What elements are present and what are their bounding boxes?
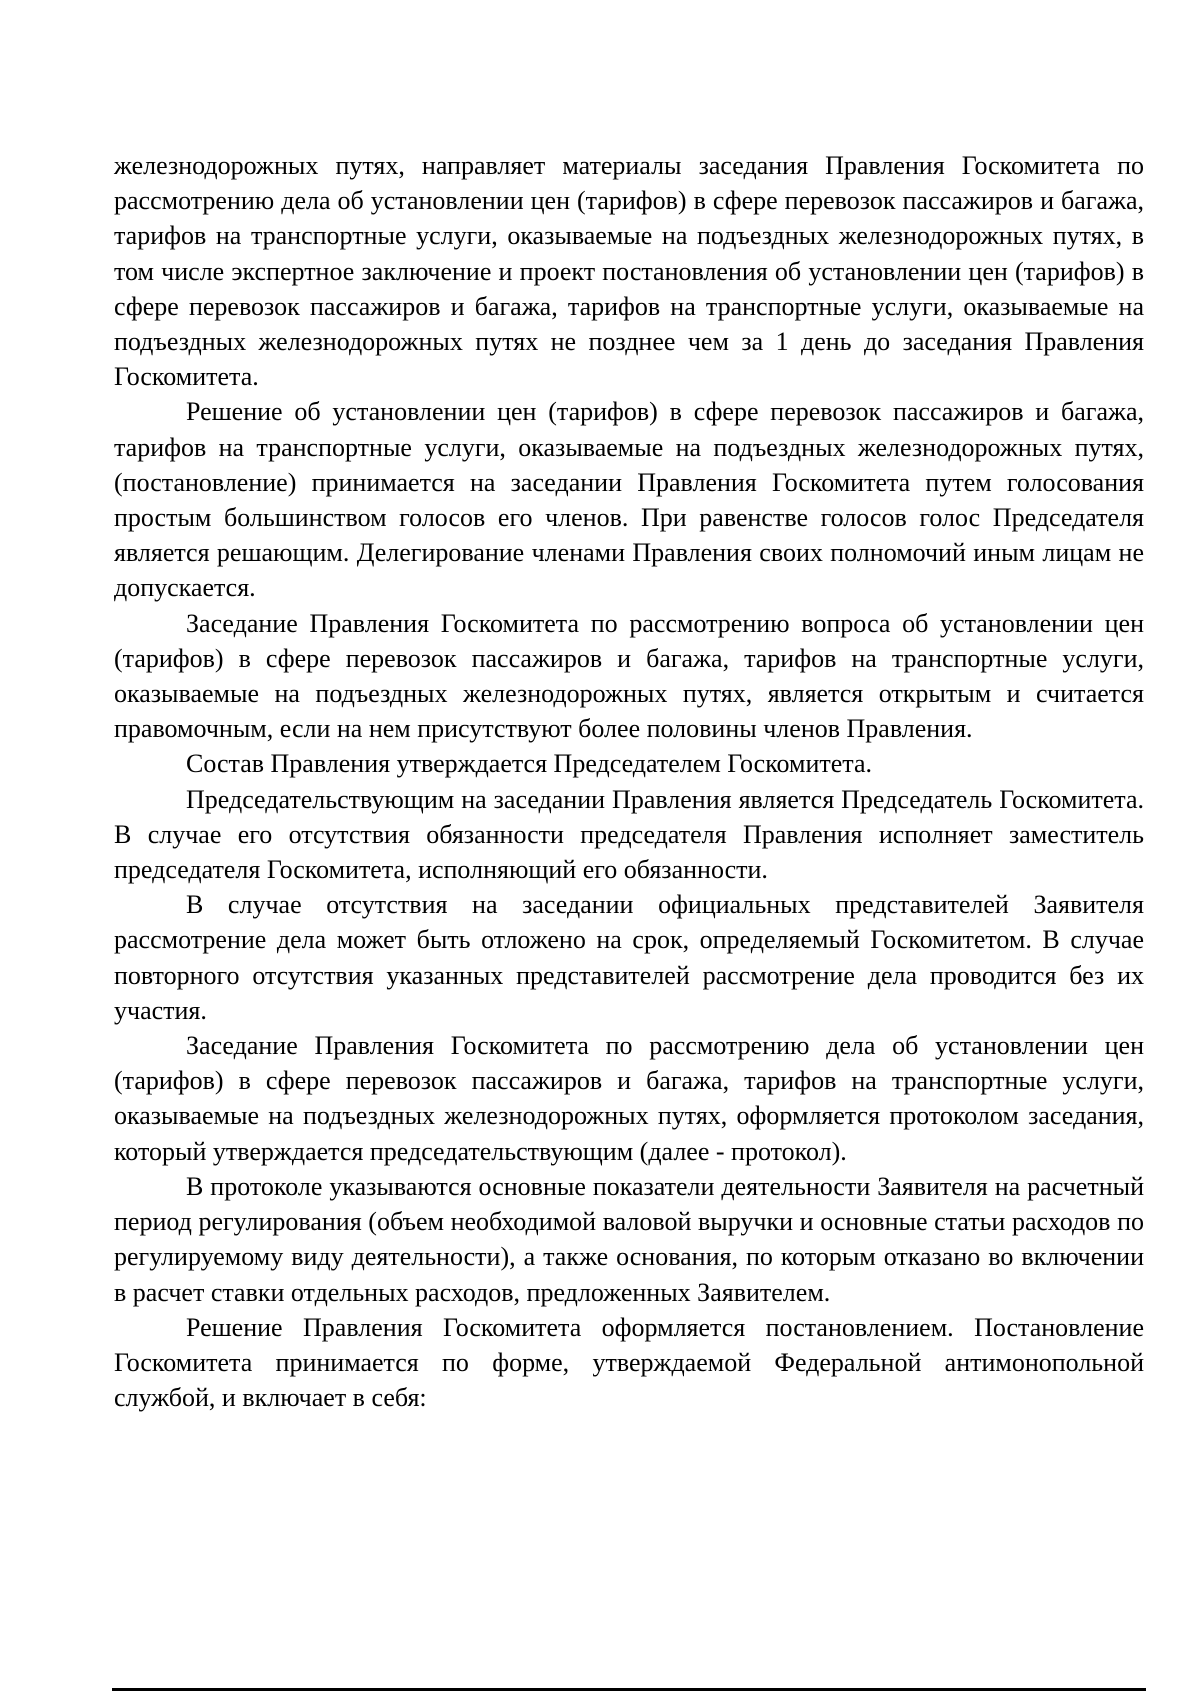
bottom-rule [112, 1688, 1146, 1691]
paragraph-board-composition: Состав Правления утверждается Председателем Госкомитета. [186, 749, 873, 779]
paragraph-meeting-quorum: Заседание Правления Госкомитета по рассмотрению вопроса об установлении цен (тарифов) в сфере перевозок пассажиров и багажа, тарифов на транспортные услуги, оказываемые на подъездных железнодорожных путях, является открытым и считается правомочным, если на нем присутствуют более половины членов Правления. [114, 608, 1144, 744]
paragraph-protocol-contents: В протоколе указываются основные показатели деятельности Заявителя на расчетный период регулирования (объем необходимой валовой выручки и основные статьи расходов по регулируемому виду деятельности), а также основания, по которым отказано во включении в расчет ставки отдельных расходов, предложенных Заявителем. [114, 1171, 1144, 1307]
paragraph-protocol: Заседание Правления Госкомитета по рассмотрению дела об установлении цен (тарифов) в сфере перевозок пассажиров и багажа, тарифов на транспортные услуги, оказываемые на подъездных железнодорожных путях, оформляется протоколом заседания, который утверждается председательствующим (далее - протокол). [114, 1031, 1144, 1166]
paragraph-chairperson: Председательствующим на заседании Правления является Председатель Госкомитета. В случае его отсутствия обязанности председателя Правления исполняет заместитель председателя Госкомитета, исполняющий его обязанности. [114, 784, 1144, 885]
document-body [114, 148, 1144, 1415]
paragraph-resolution-form: Решение Правления Госкомитета оформляется постановлением. Постановление Госкомитета принимается по форме, утверждаемой Федеральной антимонопольной службой, и включает в себя: [114, 1312, 1144, 1413]
paragraph-continuation: железнодорожных путях, направляет материалы заседания Правления Госкомитета по рассмотрению дела об установлении цен (тарифов) в сфере перевозок пассажиров и багажа, тарифов на транспортные услуги, оказываемые на подъездных железнодорожных путях, в том числе экспертное заключение и проект постановления об установлении цен (тарифов) в сфере перевозок пассажиров и багажа, тарифов на транспортные услуги, оказываемые на подъездных железнодорожных путях не позднее чем за 1 день до заседания Правления Госкомитета. [114, 151, 1144, 392]
paragraph-decision: Решение об установлении цен (тарифов) в сфере перевозок пассажиров и багажа, тарифов на транспортные услуги, оказываемые на подъездных железнодорожных путях, (постановление) принимается на заседании Правления Госкомитета путем голосования простым большинством голосов его членов. При равенстве голосов голос Председателя является решающим. Делегирование членами Правления своих полномочий иным лицам не допускается. [114, 397, 1144, 603]
paragraph-absence: В случае отсутствия на заседании официальных представителей Заявителя рассмотрение дела может быть отложено на срок, определяемый Госкомитетом. В случае повторного отсутствия указанных представителей рассмотрение дела проводится без их участия. [114, 890, 1144, 1025]
